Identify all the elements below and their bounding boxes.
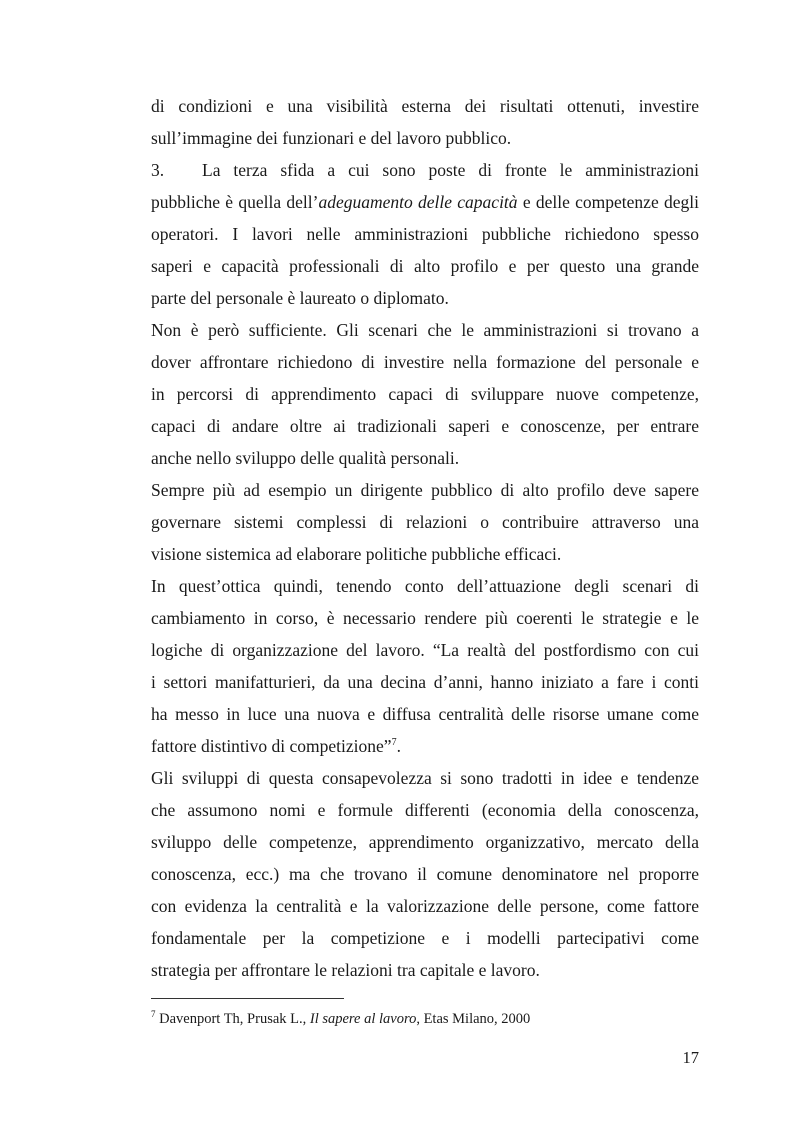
body-line: sull’immagine dei funzionari e del lavoro pubblico. (151, 128, 512, 148)
body-line: parte del personale è laureato o diplomato. (151, 288, 449, 308)
body-line: dover affrontare richiedono di investire nella formazione del personale e (151, 352, 699, 372)
body-line: Non è però sufficiente. Gli scenari che le amministrazioni si trovano a (151, 320, 699, 340)
body-line: che assumono nomi e formule differenti (economia della conoscenza, (151, 800, 699, 820)
body-line (151, 735, 699, 757)
body-line: visione sistemica ad elaborare politiche pubbliche efficaci. (151, 544, 562, 564)
body-line: di condizioni e una visibilità esterna dei risultati ottenuti, investire (151, 96, 699, 116)
footnote-marker: 7 (151, 1009, 156, 1020)
emphasis-text: adeguamento delle capacità (318, 192, 518, 212)
body-line: Gli sviluppi di questa consapevolezza si sono tradotti in idee e tendenze (151, 768, 699, 788)
body-line: In quest’ottica quindi, tenendo conto dell’attuazione degli scenari di (151, 576, 699, 596)
footnote-reference: 7 (391, 737, 397, 749)
body-line: fondamentale per la competizione e i modelli partecipativi come (151, 928, 699, 948)
body-text: e delle competenze degli (517, 192, 699, 212)
body-line: in percorsi di apprendimento capaci di sviluppare nuove competenze, (151, 384, 699, 404)
page-number: 17 (682, 1048, 699, 1067)
body-line: anche nello sviluppo delle qualità personali. (151, 448, 460, 468)
body-text: pubbliche è quella dell’ (151, 192, 319, 212)
body-line: operatori. I lavori nelle amministrazioni pubbliche richiedono spesso (151, 224, 699, 244)
body-line: cambiamento in corso, è necessario rendere più coerenti le strategie e le (151, 608, 699, 628)
body-text: La terza sfida a cui sono poste di fronte le amministrazioni (202, 160, 699, 180)
body-text: fattore distintivo di competizione” (151, 736, 392, 756)
body-text: . (396, 736, 401, 756)
body-line: ha messo in luce una nuova e diffusa centralità delle risorse umane come (151, 704, 699, 724)
footnote (151, 1010, 530, 1028)
list-item-3 (151, 159, 699, 181)
body-line: strategia per affrontare le relazioni tra capitale e lavoro. (151, 960, 540, 980)
footnote-title: Il sapere al lavoro (309, 1011, 417, 1027)
body-line: i settori manifatturieri, da una decina d’anni, hanno iniziato a fare i conti (151, 672, 699, 692)
body-line: capaci di andare oltre ai tradizionali saperi e conoscenze, per entrare (151, 416, 699, 436)
body-line: sviluppo delle competenze, apprendimento organizzativo, mercato della (151, 832, 699, 852)
body-line: saperi e capacità professionali di alto profilo e per questo una grande (151, 256, 699, 276)
body-line: conoscenza, ecc.) ma che trovano il comune denominatore nel proporre (151, 864, 699, 884)
footnote-text: , Etas Milano, 2000 (416, 1011, 531, 1027)
body-line: Sempre più ad esempio un dirigente pubblico di alto profilo deve sapere (151, 480, 699, 500)
body-line: governare sistemi complessi di relazioni o contribuire attraverso una (151, 512, 699, 532)
footnote-separator (151, 998, 344, 999)
body-line: con evidenza la centralità e la valorizzazione delle persone, come fattore (151, 896, 699, 916)
body-line: logiche di organizzazione del lavoro. “La realtà del postfordismo con cui (151, 640, 699, 660)
footnote-text: Davenport Th, Prusak L., (155, 1011, 310, 1027)
body-line (151, 191, 699, 213)
list-number: 3. (151, 160, 165, 180)
